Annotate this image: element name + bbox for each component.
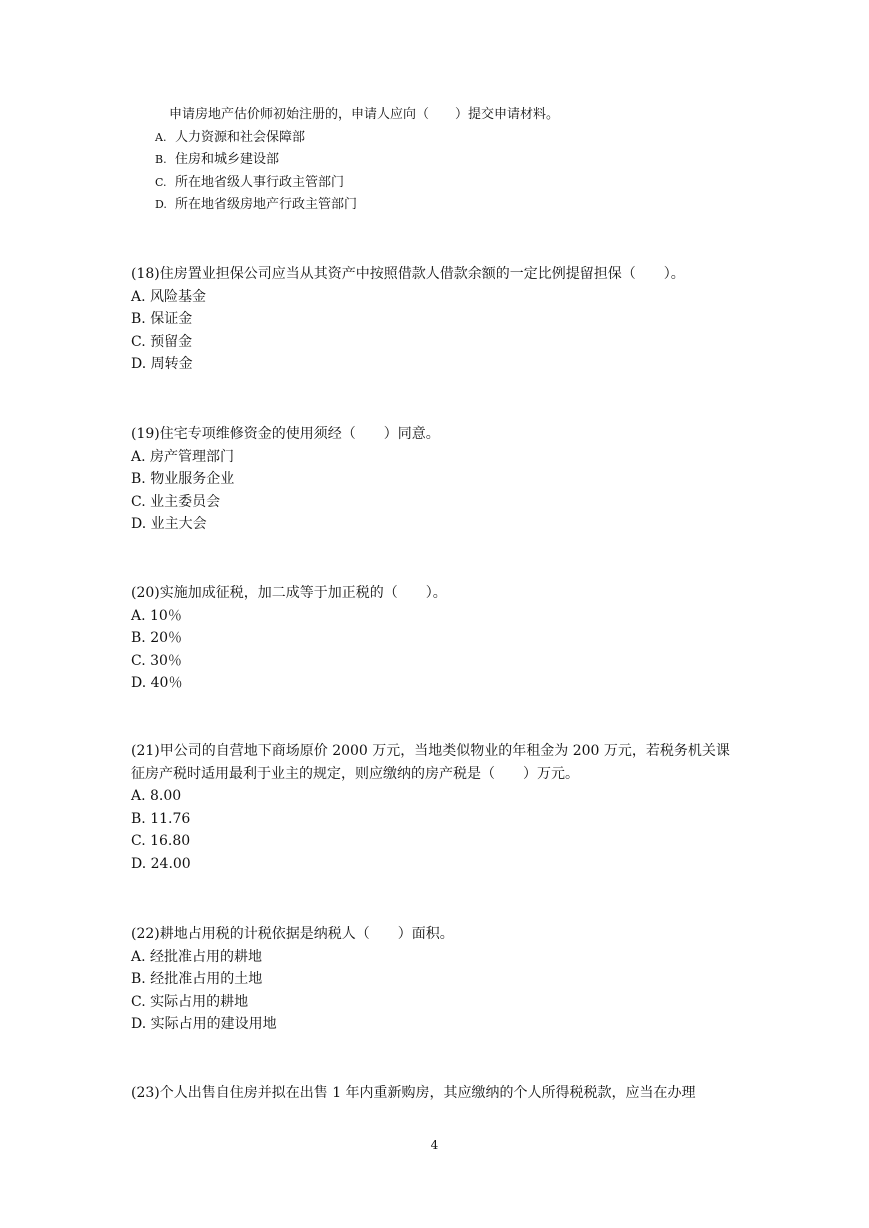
option-b: B. 物业服务企业 — [131, 471, 235, 488]
option-b: B. 经批准占用的土地 — [131, 971, 263, 988]
option-a: A. 房产管理部门 — [131, 448, 235, 465]
option-c: C. 所在地省级人事行政主管部门 — [155, 174, 345, 190]
question-stem: (18)住房置业担保公司应当从其资产中按照借款人借款余额的一定比例提留担保（ ）。 — [131, 266, 685, 282]
option-c: C. 16.80 — [131, 833, 191, 850]
page-number: 4 — [430, 1138, 439, 1152]
option-d: D. 实际占用的建设用地 — [131, 1016, 277, 1033]
question-21 — [131, 740, 741, 876]
option-b: B. 保证金 — [131, 311, 193, 328]
option-d: D. 所在地省级房地产行政主管部门 — [155, 197, 358, 213]
question-stem: (19)住宅专项维修资金的使用须经（ ）同意。 — [131, 426, 440, 442]
question-23 — [131, 1082, 741, 1105]
question-17-image — [155, 104, 765, 217]
question-22 — [131, 923, 741, 1036]
question-18 — [131, 263, 741, 376]
option-c: C. 实际占用的耕地 — [131, 993, 249, 1010]
question-stem: 申请房地产估价师初始注册的，申请人应向（ ）提交申请材料。 — [169, 107, 560, 122]
question-stem: (21)甲公司的自营地下商场原价 2000 万元，当地类似物业的年租金为 200 万元，若税务机关课征房产税时适用最利于业主的规定，则应缴纳的房产税是（ ）万元。 — [131, 743, 730, 782]
option-c: C. 30％ — [131, 652, 182, 669]
question-20 — [131, 582, 741, 695]
option-c: C. 预留金 — [131, 333, 193, 350]
question-stem: (23)个人出售自住房并拟在出售 1 年内重新购房，其应缴纳的个人所得税税款，应当在办理 — [131, 1085, 696, 1101]
option-b: B. 20％ — [131, 630, 183, 647]
option-c: C. 业主委员会 — [131, 493, 221, 510]
option-a: A. 人力资源和社会保障部 — [155, 129, 306, 145]
option-a: A. 风险基金 — [131, 288, 207, 305]
option-d: D. 周转金 — [131, 356, 193, 373]
option-a: A. 8.00 — [131, 788, 182, 805]
question-stem: (22)耕地占用税的计税依据是纳税人（ ）面积。 — [131, 926, 454, 942]
option-b: B. 11.76 — [131, 810, 191, 827]
option-d: D. 24.00 — [131, 855, 191, 872]
question-stem: (20)实施加成征税，加二成等于加正税的（ ）。 — [131, 585, 447, 601]
option-a: A. 10％ — [131, 607, 182, 624]
option-a: A. 经批准占用的耕地 — [131, 948, 263, 965]
question-19 — [131, 423, 741, 536]
option-b: B. 住房和城乡建设部 — [155, 152, 280, 168]
option-d: D. 40％ — [131, 675, 183, 692]
option-d: D. 业主大会 — [131, 516, 207, 533]
